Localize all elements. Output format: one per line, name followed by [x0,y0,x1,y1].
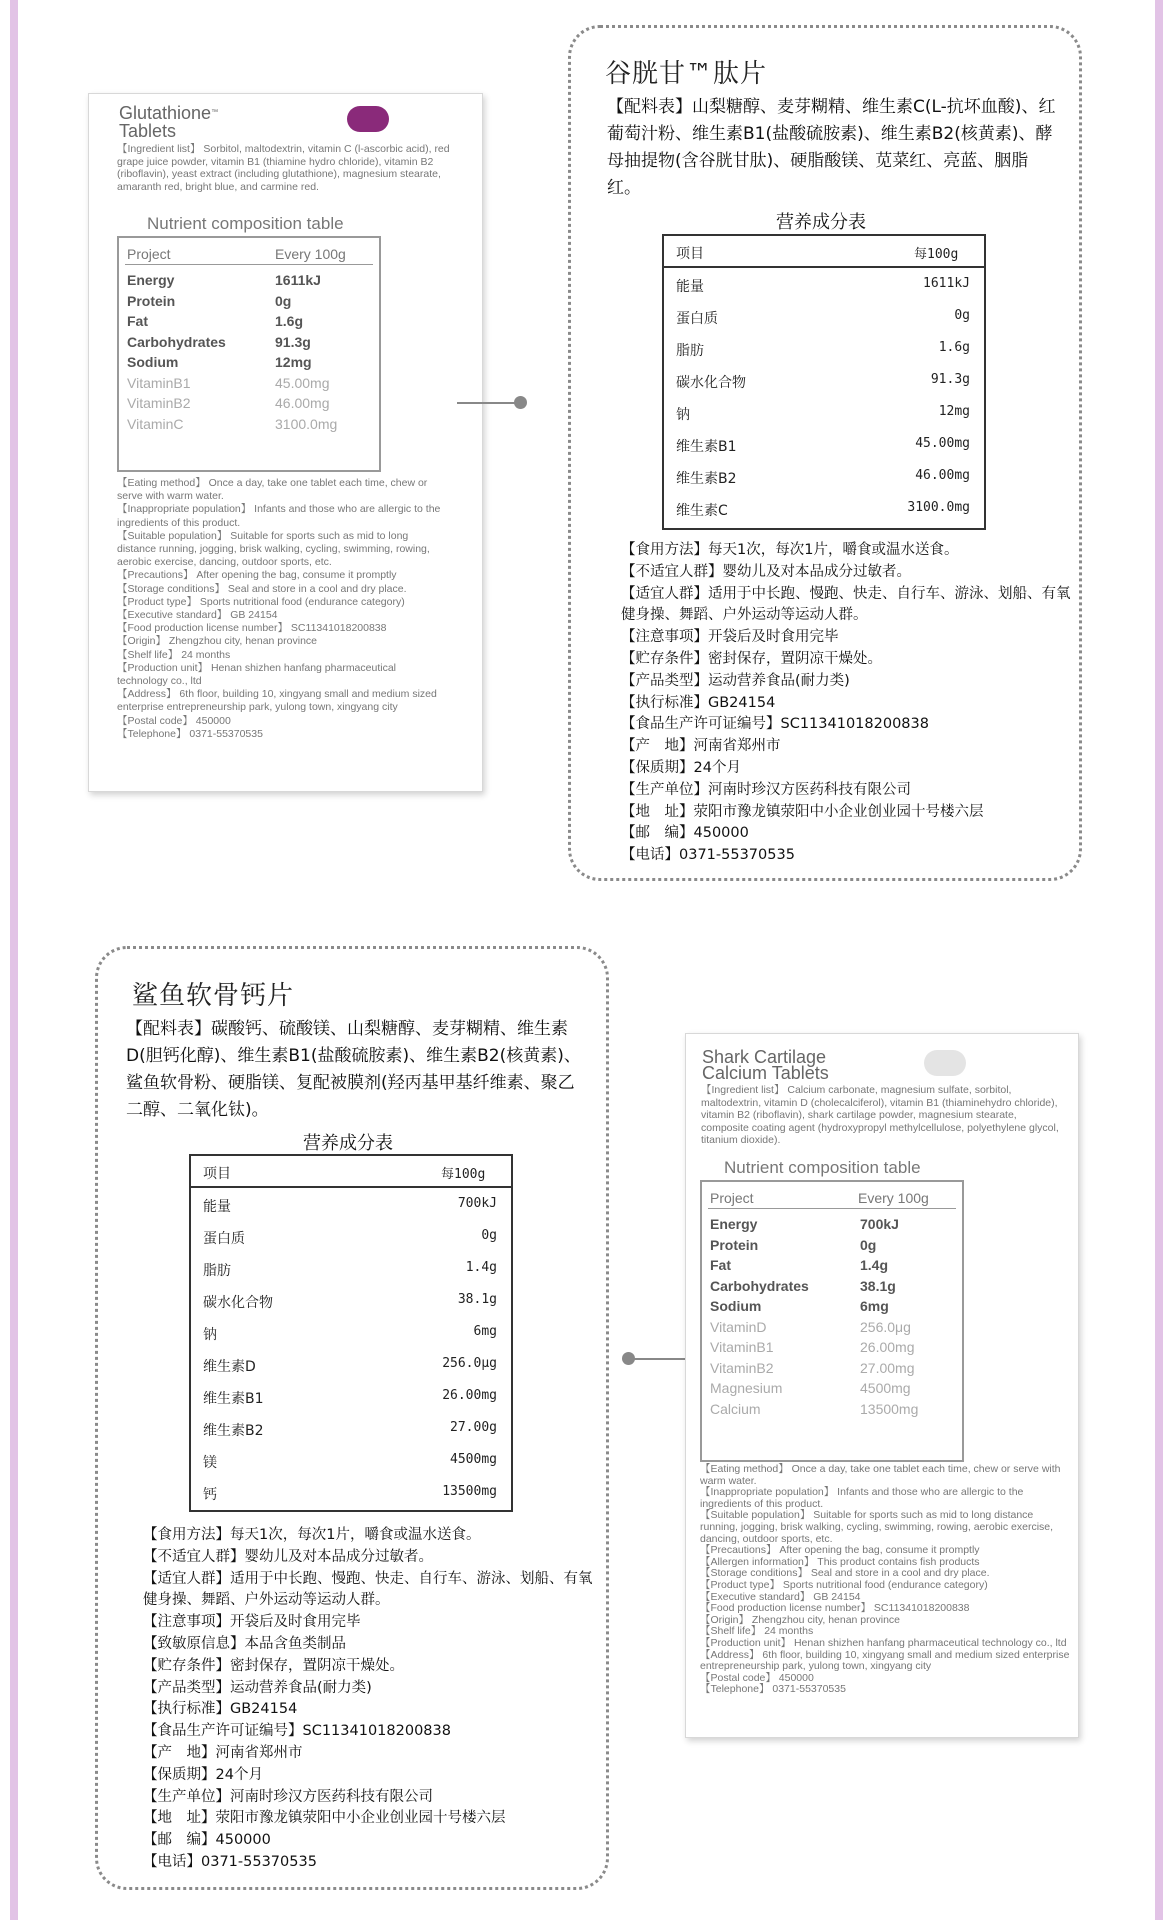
nutrition-row [664,429,984,461]
nutrition-row [127,416,371,438]
nutrition-row [710,1278,954,1300]
nutrient-name: VitaminC [127,415,184,432]
nutrition-table-cn [189,1154,513,1512]
connector-line [628,1358,693,1360]
product-info-block-cn [621,540,1071,867]
left-decor-stripe [10,0,18,1920]
nutrient-name: 维生素C [676,503,728,519]
nutrient-name: 蛋白质 [203,1231,245,1247]
nutrition-row [710,1319,954,1341]
info-line: 【电话】0371-55370535 [143,1853,317,1870]
nutrient-value: 45.00mg [915,436,970,451]
info-line: 【执行标准】GB24154 [143,1701,298,1718]
info-line: 【Origin】 Zhengzhou city, henan province [117,635,317,648]
glutathione-label-card [88,93,483,792]
nutrition-table-title: Nutrient composition table [724,1158,921,1177]
nutrition-table-title: Nutrient composition table [147,214,344,233]
info-line: 【生产单位】河南时珍汉方医药科技有限公司 [143,1788,433,1805]
nutrient-value: 0g [275,292,292,309]
product-info-block [117,477,447,741]
nutrition-row [127,375,371,397]
nutrition-table-title-cn: 营养成分表 [776,212,866,233]
nutrient-value: 0g [481,1228,497,1243]
nutrition-row [664,269,984,301]
info-line: 【不适宜人群】婴幼儿及对本品成分过敏者。 [143,1548,433,1565]
nutrient-name: 钙 [203,1487,217,1503]
nutrient-name: 蛋白质 [676,311,718,327]
info-line: 【Suitable population】 Suitable for sports such as mid to long distance running, jogging, brisk walking, cycling, swimming, rowing, aerobic exercise, dancing, outdoor sports, etc. [117,529,430,569]
nutrient-value: 700kJ [860,1216,899,1232]
nutrition-row [710,1401,954,1423]
nutrition-row [710,1216,954,1238]
info-line: 【地 址】荥阳市豫龙镇荥阳中小企业创业园十号楼六层 [143,1810,506,1827]
info-line: 【产 地】河南省郑州市 [621,738,781,755]
nutrition-row [191,1253,511,1285]
info-line: 【Inappropriate population】 Infants and those who are allergic to the ingredients of this product. [700,1486,1024,1510]
info-line: 【Shelf life】 24 months [117,648,231,661]
nutrient-name: Fat [710,1257,731,1273]
label-title-line2: Tablets [119,121,177,141]
nutrient-name: 脂肪 [203,1263,231,1279]
info-line: 【Postal code】 450000 [700,1671,814,1684]
nutrient-value: 4500mg [860,1380,911,1396]
nutrient-value: 13500mg [442,1484,497,1499]
info-line: 【Executive standard】 GB 24154 [117,609,278,622]
info-line: 【适宜人群】适用于中长跑、慢跑、快走、自行车、游泳、划船、有氧健身操、舞蹈、户外运动等运动人群。 [621,585,1071,624]
nutrient-name: 镁 [203,1455,217,1471]
info-line: 【Product type】 Sports nutritional food (endurance category) [117,595,405,608]
nutrition-row [191,1477,511,1509]
info-line: 【Shelf life】 24 months [700,1625,814,1638]
nutrition-table-header: Project Every 100g [708,1188,956,1209]
nutrient-name: VitaminB1 [710,1339,774,1355]
nutrient-name: 维生素B1 [676,439,737,455]
nutrition-row [191,1317,511,1349]
nutrient-value: 27.00g [450,1420,497,1435]
nutrient-value: 46.00mg [275,395,330,411]
info-line: 【Eating method】 Once a day, take one tablet each time, chew or serve with warm water. [117,477,428,503]
label-title-line1: Glutathione™ [119,103,219,123]
nutrient-value: 1611kJ [923,276,970,291]
nutrition-row [127,354,371,376]
info-line: 【保质期】24个月 [621,759,741,776]
info-line: 【适宜人群】适用于中长跑、慢跑、快走、自行车、游泳、划船、有氧健身操、舞蹈、户外运动等运动人群。 [143,1570,593,1609]
info-line: 【食用方法】每天1次，每次1片，嚼食或温水送食。 [621,542,959,558]
label-title-line2: Calcium Tablets [702,1063,829,1083]
nutrition-row [710,1257,954,1279]
nutrient-value: 91.3g [275,333,311,350]
ingredient-list-cn: 【配料表】山梨糖醇、麦芽糊精、维生素C(L-抗坏血酸)、红葡萄汁粉、维生素B1(盐酸硫胺素)、维生素B2(核黄素)、酵母抽提物(含谷胱甘肽)、硬脂酸镁、苋菜红、亮蓝、胭脂红。 [607,97,1056,198]
info-line: 【产品类型】运动营养食品(耐力类) [621,672,850,689]
info-line: 【Product type】 Sports nutritional food (endurance category) [700,1578,988,1591]
nutrition-table-header: 项目 每100g [191,1156,511,1188]
nutrition-table [700,1180,964,1462]
nutrient-value: 6mg [860,1298,889,1314]
product-title-cn: 鲨鱼软骨钙片 [132,981,295,1011]
info-line: 【注意事项】开袋后及时食用完毕 [143,1614,361,1631]
nutrient-value: 1.6g [275,313,304,329]
product-title-cn: 谷胱甘™肽片 [605,59,768,89]
nutrient-name: VitaminB1 [127,374,191,391]
nutrient-name: 能量 [676,279,704,295]
nutrient-value: 700kJ [457,1196,497,1211]
right-decor-stripe [1155,0,1163,1920]
nutrient-name: 脂肪 [676,343,704,359]
info-line: 【贮存条件】密封保存，置阴凉干燥处。 [143,1657,404,1674]
nutrition-table-cn [662,234,986,530]
nutrient-name: Fat [127,313,148,329]
shark-label-card [685,1033,1079,1738]
info-line: 【Origin】 Zhengzhou city, henan province [700,1613,900,1626]
info-line: 【执行标准】GB24154 [621,694,776,711]
nutrient-value: 3100.0mg [275,415,338,432]
tablet-capsule-icon [924,1050,966,1076]
nutrition-row [664,301,984,333]
nutrient-value: 12mg [938,404,970,419]
info-line: 【Address】 6th floor, building 10, xingyang small and medium sized enterprise entrepreneurship park, yulong town, xingyang city [700,1648,1070,1673]
nutrient-value: 1.4g [860,1257,889,1273]
product-info-block [700,1464,1070,1696]
nutrient-name: Protein [127,292,176,309]
nutrient-name: Energy [127,272,175,288]
glutathione-cn-box [568,25,1082,881]
nutrition-row [191,1381,511,1413]
info-line: 【Food production license number】 SC11341018200838 [117,622,387,635]
nutrition-row [664,397,984,429]
info-line: 【Address】 6th floor, building 10, xingyang small and medium sized enterprise entrepreneurship park, yulong town, xingyang city [117,688,437,714]
nutrition-row [191,1445,511,1477]
nutrition-row [127,395,371,417]
info-line: 【Eating method】 Once a day, take one tablet each time, chew or serve with warm water. [700,1463,1061,1487]
info-line: 【邮 编】450000 [621,825,749,842]
nutrient-name: 钠 [203,1327,217,1343]
info-line: 【Allergen information】 This product contains fish products [700,1555,980,1568]
nutrition-row [127,272,371,294]
tablet-capsule-icon [347,106,389,132]
nutrition-row [191,1413,511,1445]
info-line: 【Production unit】 Henan shizhen hanfang pharmaceutical technology co., ltd [117,661,397,688]
nutrition-row [127,293,371,315]
info-line: 【生产单位】河南时珍汉方医药科技有限公司 [621,781,911,798]
info-line: 【Executive standard】 GB 24154 [700,1590,861,1603]
info-line: 【产 地】河南省郑州市 [143,1744,303,1761]
info-line: 【Storage conditions】 Seal and store in a cool and dry place. [117,582,407,595]
info-line: 【Telephone】 0371-55370535 [700,1683,846,1696]
nutrient-name: 维生素B2 [676,471,737,487]
nutrient-name: Energy [710,1216,758,1232]
info-line: 【Inappropriate population】 Infants and those who are allergic to the ingredients of this product. [117,503,441,529]
nutrient-name: 维生素D [203,1359,256,1375]
nutrient-name: Sodium [710,1298,762,1314]
nutrient-value: 256.0μg [442,1356,497,1371]
nutrition-row [127,313,371,335]
ingredient-list-cn: 【配料表】碳酸钙、硫酸镁、山梨糖醇、麦芽糊精、维生素D(胆钙化醇)、维生素B1(盐酸硫胺素)、维生素B2(核黄素)、鲨鱼软骨粉、硬脂镁、复配被膜剂(羟丙基甲基纤维素、聚乙二醇、二氧化钛)。 [126,1019,581,1120]
nutrition-row [127,334,371,356]
nutrition-row [710,1339,954,1361]
info-line: 【邮 编】450000 [143,1832,271,1849]
info-line: 【地 址】荥阳市豫龙镇荥阳中小企业创业园十号楼六层 [621,803,984,820]
info-line: 【电话】0371-55370535 [621,847,795,864]
ingredient-list: 【Ingredient list】 Calcium carbonate, magnesium sulfate, sorbitol, maltodextrin, vitamin D (cholecalciferol), vitamin B1 (thiaminehydro chloride), vitamin B2 (riboflavin), shark cartilage powder, magnesium stearate, composite coating agent (hydroxypropyl methylcellulose, polyethylene glycol, titanium dioxide). [701,1084,1059,1146]
nutrient-value: 26.00mg [860,1339,915,1355]
nutrient-name: VitaminB2 [127,395,191,411]
nutrient-name: 维生素B2 [203,1423,264,1439]
info-line: 【注意事项】开袋后及时食用完毕 [621,629,839,646]
info-line: 【食用方法】每天1次，每次1片，嚼食或温水送食。 [143,1527,481,1543]
nutrition-row [710,1380,954,1402]
ingredient-list: 【Ingredient list】 Sorbitol, maltodextrin, vitamin C (l-ascorbic acid), red grape juice powder, vitamin B1 (thiamine hydro chloride), vitamin B2 (riboflavin), yeast extract (including glutathione), magnesium stearate, amaranth red, bright blue, and carmine red. [117,143,450,193]
nutrient-value: 0g [860,1236,877,1253]
nutrient-name: 能量 [203,1199,231,1215]
nutrient-name: Calcium [710,1400,761,1417]
nutrient-value: 38.1g [860,1277,896,1294]
nutrition-row [664,333,984,365]
info-line: 【产品类型】运动营养食品(耐力类) [143,1679,372,1696]
nutrition-row [664,461,984,493]
info-line: 【食品生产许可证编号】SC11341018200838 [621,716,929,733]
nutrition-row [191,1285,511,1317]
nutrient-value: 6mg [473,1324,497,1339]
nutrition-row [710,1298,954,1320]
info-line: 【Postal code】 450000 [117,714,231,727]
nutrition-row [710,1360,954,1382]
nutrient-value: 46.00mg [915,468,970,483]
nutrition-row [710,1237,954,1259]
nutrient-value: 1.6g [938,340,970,355]
nutrient-value: 45.00mg [275,374,330,391]
info-line: 【致敏原信息】本品含鱼类制品 [143,1635,346,1652]
info-line: 【食品生产许可证编号】SC11341018200838 [143,1723,451,1740]
nutrient-value: 256.0μg [860,1318,911,1335]
nutrition-table-header: Project Every 100g [125,244,373,265]
info-line: 【不适宜人群】婴幼儿及对本品成分过敏者。 [621,563,911,580]
nutrient-name: 碳水化合物 [203,1295,273,1311]
nutrient-value: 38.1g [457,1292,497,1307]
nutrient-value: 1611kJ [275,272,321,288]
connector-dot [514,396,527,409]
nutrient-value: 3100.0mg [907,500,970,515]
nutrition-table-title-cn: 营养成分表 [303,1133,393,1154]
shark-cn-box [95,946,609,1890]
nutrient-name: 碳水化合物 [676,375,746,391]
nutrient-value: 12mg [275,354,312,370]
nutrient-value: 26.00mg [442,1388,497,1403]
info-line: 【Production unit】 Henan shizhen hanfang pharmaceutical technology co., ltd [700,1636,1067,1649]
nutrient-name: Carbohydrates [127,333,226,350]
info-line: 【Precautions】 After opening the bag, consume it promptly [117,569,397,582]
nutrient-name: VitaminD [710,1318,767,1335]
nutrient-value: 91.3g [930,372,970,387]
nutrient-value: 27.00mg [860,1359,915,1376]
info-line: 【贮存条件】密封保存，置阴凉干燥处。 [621,650,882,667]
nutrition-row [191,1221,511,1253]
nutrient-value: 0g [954,308,970,323]
nutrient-name: Carbohydrates [710,1277,809,1294]
nutrition-table [117,236,381,472]
nutrient-name: Magnesium [710,1380,783,1396]
nutrient-name: 钠 [676,407,690,423]
info-line: 【Storage conditions】 Seal and store in a cool and dry place. [700,1567,990,1580]
connector-line [457,402,517,404]
info-line: 【Telephone】 0371-55370535 [117,727,263,740]
nutrition-row [191,1189,511,1221]
nutrient-name: VitaminB2 [710,1359,774,1376]
nutrient-value: 4500mg [450,1452,497,1467]
info-line: 【Suitable population】 Suitable for sports such as mid to long distance running, jogging, brisk walking, cycling, swimming, rowing, aerobic exercise, dancing, outdoor sports, etc. [700,1509,1054,1545]
info-line: 【Food production license number】 SC11341018200838 [700,1602,970,1615]
nutrition-table-header: 项目 每100g [664,236,984,268]
nutrition-row [191,1349,511,1381]
label-title-line1: Shark Cartilage [702,1047,827,1067]
nutrient-value: 13500mg [860,1400,919,1417]
nutrient-name: 维生素B1 [203,1391,264,1407]
nutrient-value: 1.4g [465,1260,497,1275]
info-line: 【Precautions】 After opening the bag, consume it promptly [700,1544,980,1557]
nutrition-row [664,365,984,397]
info-line: 【保质期】24个月 [143,1766,263,1783]
nutrition-row [664,493,984,525]
product-info-block-cn [143,1525,593,1874]
nutrient-name: Protein [710,1236,759,1253]
nutrient-name: Sodium [127,354,179,370]
